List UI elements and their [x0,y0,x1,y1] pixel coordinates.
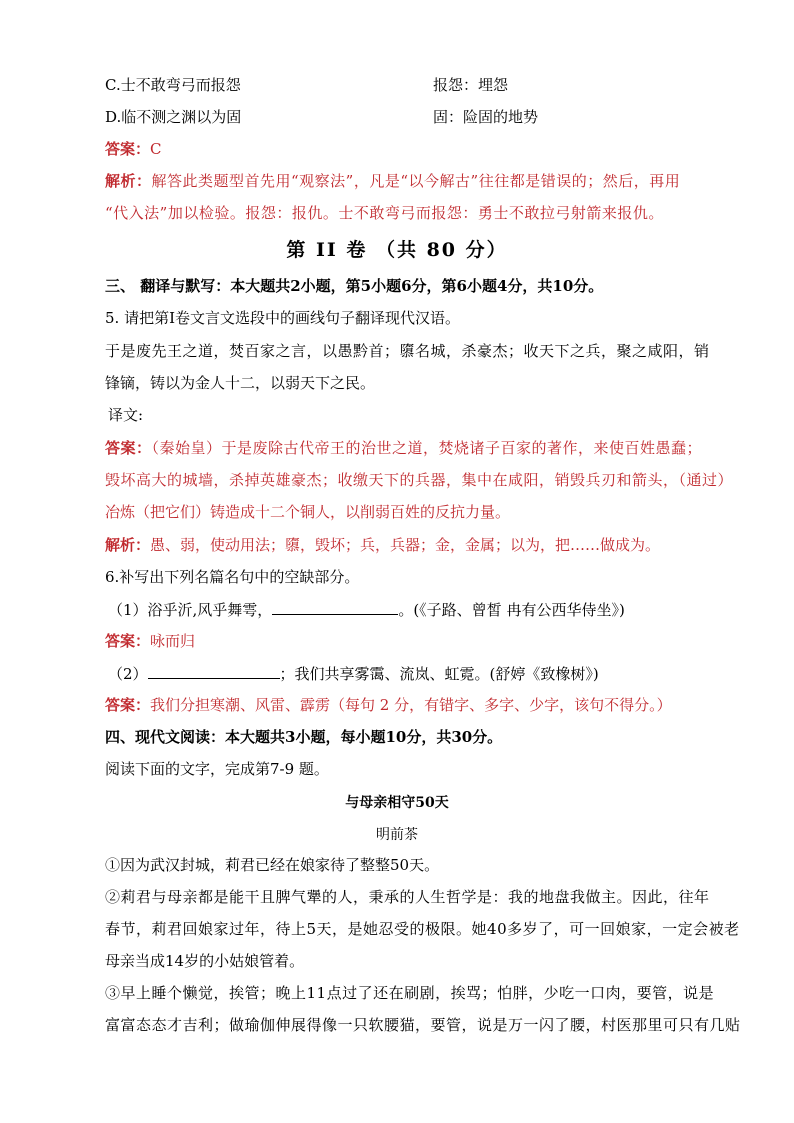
option-d-text: D.临不测之渊以为固 [105,108,242,126]
option-d [105,107,794,127]
option-c-gloss: 报怨：埋怨 [433,76,509,94]
analysis-5-text: 愚、弱，使动用法；隳，毁坏；兵，兵器；金，金属；以为，把……做成为。 [150,536,661,554]
paragraph-2-line1: ②莉君与母亲都是能干且脾气犟的人，秉承的人生哲学是：我的地盘我做主。因此，往年 [105,888,710,906]
answer-value: C [150,140,162,158]
q6-1-suffix: 。(《子路、曾皙 冉有公西华侍坐》) [398,601,625,619]
answer-1 [105,139,794,159]
analysis-1-text: 解答此类题型首先用“观察法”，凡是“以今解古”往往都是错误的；然后，再用 [151,172,681,190]
section3-heading: 三、 翻译与默写：本大题共2小题，第5小题6分，第6小题4分，共10分。 [105,277,604,295]
q6-2-suffix: ；我们共享雾霭、流岚、虹霓。(舒婷《致橡树》) [279,665,599,683]
section4-heading: 四、现代文阅读：本大题共3小题，每小题10分，共30分。 [105,728,503,746]
question-6-1 [108,599,794,620]
article-author: 明前茶 [376,827,418,843]
answer-label: 答案： [105,696,151,714]
question-5: 5. 请把第I卷文言文选段中的画线句子翻译现代汉语。 [105,309,461,327]
answer-6-1 [105,631,794,651]
q6-1-prefix: （1）浴乎沂,风乎舞雩， [108,601,273,619]
answer-6-2-text: 我们分担寒潮、风雷、霹雳（每句 2 分，有错字、多字、少字，该句不得分。） [150,696,672,714]
q6-1-blank [272,599,398,615]
paragraph-1: ①因为武汉封城，莉君已经在娘家待了整整50天。 [105,856,440,874]
analysis-5 [105,535,794,555]
analysis-1-line2: “代入法”加以检验。报怨：报仇。士不敢弯弓而报怨：勇士不敢拉弓射箭来报仇。 [105,204,664,222]
analysis-label: 解析： [105,172,152,190]
part2-title: 第 II 卷 （共 80 分） [286,239,508,261]
paragraph-3-line1: ③早上睡个懒觉，挨管；晚上11点过了还在刷剧，挨骂；怕胖，少吃一口肉，要管，说是 [105,984,715,1002]
question-6-2 [108,663,794,684]
section4-instruction: 阅读下面的文字，完成第7-9 题。 [105,760,329,778]
option-c [105,75,794,95]
answer-6-1-text: 咏而归 [150,632,196,650]
paragraph-3-line2: 富富态态才吉利；做瑜伽伸展得像一只软腰猫，要管，说是万一闪了腰，村医那里可只有几贴 [105,1016,741,1034]
paragraph-2-line3: 母亲当成14岁的小姑娘管着。 [105,952,305,970]
answer-5-line2: 毁坏高大的城墙，杀掉英雄豪杰；收缴天下的兵器，集中在咸阳，销毁兵刃和箭头，（通过） [105,471,734,489]
answer-label: 答案： [105,439,152,457]
question-6: 6.补写出下列名篇名句中的空缺部分。 [105,568,360,586]
q6-2-blank [148,663,280,679]
option-c-text: C.士不敢弯弓而报怨 [105,76,241,94]
q5-passage-line2: 锋镝，铸以为金人十二，以弱天下之民。 [105,374,376,392]
analysis-label: 解析： [105,536,151,554]
article-title: 与母亲相守50天 [345,795,449,811]
answer-5-line1 [105,438,794,458]
answer-6-2 [105,695,794,715]
answer-label: 答案： [105,632,151,650]
q6-2-prefix: （2） [108,665,148,683]
answer-5-text: （秦始皇）于是废除古代帝王的治世之道，焚烧诸子百家的著作，来使百姓愚蠢； [151,439,703,457]
answer-5-line3: 冶炼（把它们）铸造成十二个铜人，以削弱百姓的反抗力量。 [105,503,511,521]
paragraph-2-line2: 春节，莉君回娘家过年，待上5天，是她忍受的极限。她40多岁了，可一回娘家，一定会被老 [105,920,740,938]
analysis-1-line1 [105,171,794,191]
answer-label: 答案： [105,140,151,158]
q5-passage-line1: 于是废先王之道，焚百家之言，以愚黔首；隳名城，杀豪杰；收天下之兵，聚之咸阳，销 [105,342,710,360]
translation-label: 译文: [108,406,144,424]
option-d-gloss: 固：险固的地势 [433,108,539,126]
